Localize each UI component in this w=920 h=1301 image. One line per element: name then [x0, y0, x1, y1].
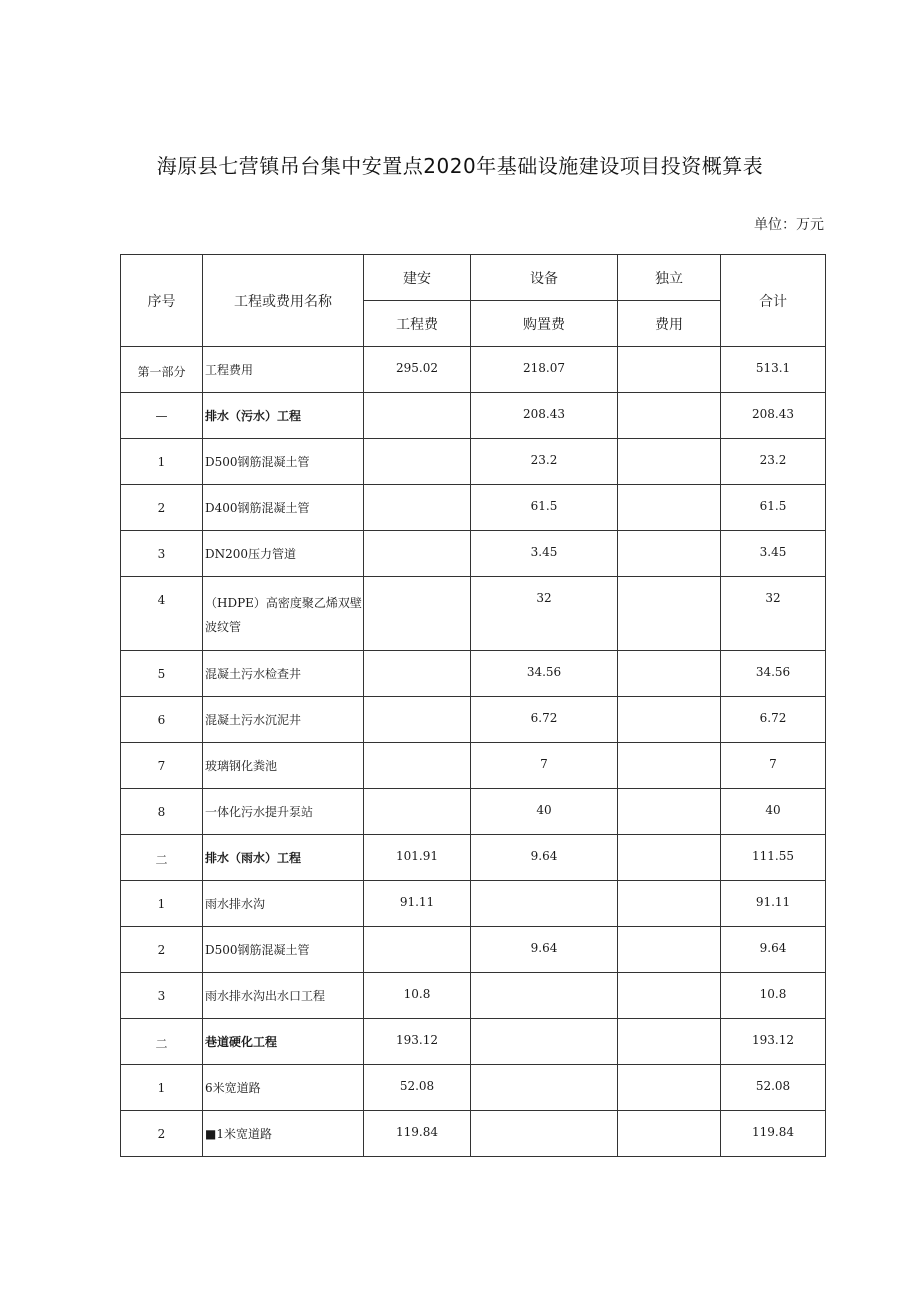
cell-duli	[618, 789, 721, 835]
table-row	[121, 881, 826, 927]
header-name: 工程或费用名称	[203, 255, 364, 347]
header-shebei-top: 设备	[471, 255, 618, 301]
cell-total: 7	[721, 743, 826, 789]
cell-total: 61.5	[721, 485, 826, 531]
cell-total: 91.11	[721, 881, 826, 927]
table-row	[121, 485, 826, 531]
header-total: 合计	[721, 255, 826, 347]
cell-shebei: 3.45	[471, 531, 618, 577]
cell-jianan	[364, 789, 471, 835]
cell-total: 513.1	[721, 347, 826, 393]
cell-seq: 2	[121, 485, 203, 531]
cell-jianan: 193.12	[364, 1019, 471, 1065]
cell-total: 52.08	[721, 1065, 826, 1111]
cell-total: 9.64	[721, 927, 826, 973]
header-jianan-top: 建安	[364, 255, 471, 301]
cell-name: 排水（污水）工程	[203, 393, 364, 439]
cell-shebei: 218.07	[471, 347, 618, 393]
cell-shebei: 208.43	[471, 393, 618, 439]
header-jianan-bottom: 工程费	[364, 301, 471, 347]
cell-total: 10.8	[721, 973, 826, 1019]
cell-shebei: 23.2	[471, 439, 618, 485]
cell-duli	[618, 743, 721, 789]
cell-jianan	[364, 439, 471, 485]
cell-duli	[618, 485, 721, 531]
cell-total: 6.72	[721, 697, 826, 743]
cell-duli	[618, 697, 721, 743]
cell-jianan	[364, 743, 471, 789]
cell-name: （HDPE）高密度聚乙烯双壁波纹管	[203, 577, 364, 651]
table-row	[121, 927, 826, 973]
header-shebei-bottom: 购置费	[471, 301, 618, 347]
cell-seq: 二	[121, 1019, 203, 1065]
cell-shebei: 40	[471, 789, 618, 835]
cell-seq: 7	[121, 743, 203, 789]
cell-total: 32	[721, 577, 826, 651]
cell-name: 工程费用	[203, 347, 364, 393]
table-row	[121, 789, 826, 835]
cell-total: 3.45	[721, 531, 826, 577]
cell-seq: 5	[121, 651, 203, 697]
cell-shebei: 32	[471, 577, 618, 651]
cell-name: 巷道硬化工程	[203, 1019, 364, 1065]
cell-duli	[618, 1111, 721, 1157]
cell-name: D500钢筋混凝土管	[203, 927, 364, 973]
cell-seq: 3	[121, 973, 203, 1019]
table-row	[121, 835, 826, 881]
header-duli-bottom: 费用	[618, 301, 721, 347]
cell-seq: 2	[121, 1111, 203, 1157]
cell-jianan: 52.08	[364, 1065, 471, 1111]
cell-jianan: 101.91	[364, 835, 471, 881]
cell-total: 208.43	[721, 393, 826, 439]
cell-duli	[618, 881, 721, 927]
cell-duli	[618, 835, 721, 881]
table-row	[121, 1019, 826, 1065]
cell-duli	[618, 393, 721, 439]
cell-shebei	[471, 1019, 618, 1065]
cell-jianan: 295.02	[364, 347, 471, 393]
cell-shebei	[471, 1111, 618, 1157]
table-row	[121, 973, 826, 1019]
cell-shebei: 9.64	[471, 927, 618, 973]
cell-shebei: 7	[471, 743, 618, 789]
cell-total: 193.12	[721, 1019, 826, 1065]
cell-total: 111.55	[721, 835, 826, 881]
cell-seq: 第一部分	[121, 347, 203, 393]
cell-name: D500钢筋混凝土管	[203, 439, 364, 485]
cell-shebei: 6.72	[471, 697, 618, 743]
cell-duli	[618, 1019, 721, 1065]
table-row	[121, 439, 826, 485]
table-body	[121, 347, 826, 1157]
cell-seq: 1	[121, 439, 203, 485]
cell-seq: 二	[121, 835, 203, 881]
cell-shebei: 34.56	[471, 651, 618, 697]
cell-jianan: 119.84	[364, 1111, 471, 1157]
cell-seq: 2	[121, 927, 203, 973]
table-row	[121, 1065, 826, 1111]
cell-seq: 1	[121, 881, 203, 927]
cell-seq: 8	[121, 789, 203, 835]
table-row	[121, 697, 826, 743]
budget-table	[120, 254, 826, 1157]
cell-shebei	[471, 973, 618, 1019]
cell-jianan	[364, 393, 471, 439]
cell-name: 混凝土污水沉泥井	[203, 697, 364, 743]
cell-duli	[618, 347, 721, 393]
header-seq: 序号	[121, 255, 203, 347]
cell-name: 雨水排水沟出水口工程	[203, 973, 364, 1019]
cell-total: 23.2	[721, 439, 826, 485]
cell-total: 40	[721, 789, 826, 835]
table-row	[121, 531, 826, 577]
table-row	[121, 577, 826, 651]
cell-name: 6米宽道路	[203, 1065, 364, 1111]
cell-seq: —	[121, 393, 203, 439]
cell-shebei	[471, 881, 618, 927]
cell-duli	[618, 577, 721, 651]
cell-name: DN200压力管道	[203, 531, 364, 577]
cell-shebei	[471, 1065, 618, 1111]
cell-duli	[618, 439, 721, 485]
cell-seq: 3	[121, 531, 203, 577]
cell-jianan: 91.11	[364, 881, 471, 927]
unit-label: 单位：万元	[754, 217, 824, 233]
cell-shebei: 9.64	[471, 835, 618, 881]
cell-duli	[618, 973, 721, 1019]
cell-duli	[618, 927, 721, 973]
cell-name: 玻璃钢化粪池	[203, 743, 364, 789]
header-duli-top: 独立	[618, 255, 721, 301]
cell-jianan	[364, 651, 471, 697]
cell-jianan	[364, 577, 471, 651]
cell-name: ■1米宽道路	[203, 1111, 364, 1157]
cell-seq: 4	[121, 577, 203, 651]
cell-jianan	[364, 927, 471, 973]
cell-duli	[618, 651, 721, 697]
table-row	[121, 743, 826, 789]
table-row	[121, 1111, 826, 1157]
cell-total: 34.56	[721, 651, 826, 697]
cell-jianan	[364, 485, 471, 531]
document-title: 海原县七营镇吊台集中安置点2020年基础设施建设项目投资概算表	[156, 154, 764, 178]
table-row	[121, 651, 826, 697]
cell-total: 119.84	[721, 1111, 826, 1157]
cell-shebei: 61.5	[471, 485, 618, 531]
cell-name: D400钢筋混凝土管	[203, 485, 364, 531]
cell-jianan: 10.8	[364, 973, 471, 1019]
cell-name: 混凝土污水检查井	[203, 651, 364, 697]
cell-name: 排水（雨水）工程	[203, 835, 364, 881]
cell-seq: 1	[121, 1065, 203, 1111]
table-row	[121, 347, 826, 393]
table-header	[121, 255, 826, 347]
cell-duli	[618, 1065, 721, 1111]
cell-jianan	[364, 531, 471, 577]
cell-name: 一体化污水提升泵站	[203, 789, 364, 835]
cell-jianan	[364, 697, 471, 743]
table-row	[121, 393, 826, 439]
cell-seq: 6	[121, 697, 203, 743]
cell-name: 雨水排水沟	[203, 881, 364, 927]
cell-duli	[618, 531, 721, 577]
